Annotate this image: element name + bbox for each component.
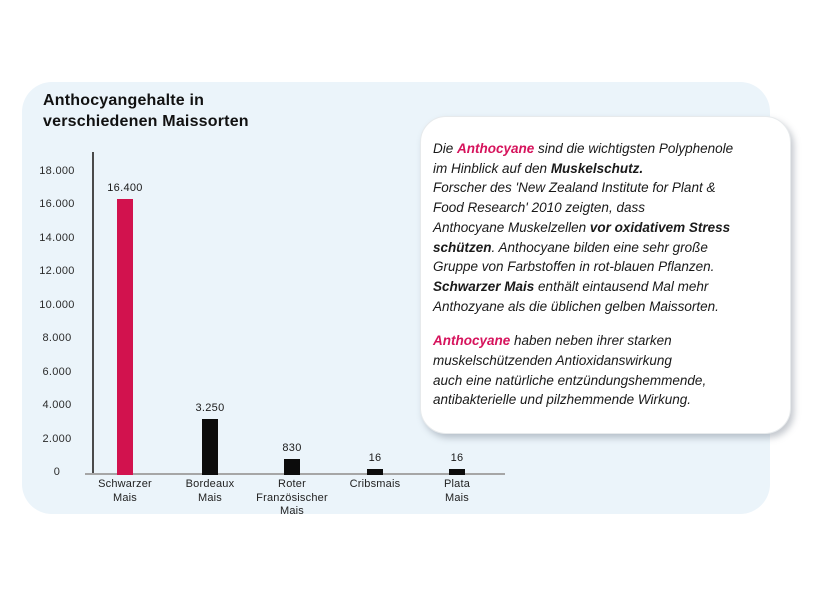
bar-value-label: 16.400 — [107, 182, 143, 194]
info-paragraph — [433, 331, 780, 410]
y-tick-label: 4.000 — [42, 399, 72, 412]
bar-value-label: 16 — [368, 452, 382, 464]
text-line: Forscher des 'New Zealand Institute for Plant & — [433, 180, 716, 196]
x-category-label: Roter Französischer Mais — [256, 478, 328, 517]
info-paragraph — [433, 139, 780, 316]
text-line: schützen. Anthocyane bilden eine sehr große — [433, 239, 708, 255]
bar-3 — [367, 469, 383, 475]
bar-4 — [449, 469, 465, 475]
text-line: Die Anthocyane sind die wichtigsten Polyphenole — [433, 141, 734, 156]
bar-value-label: 3.250 — [195, 402, 225, 414]
text-line: Anthocyane haben neben ihrer starken — [433, 333, 672, 349]
y-axis-line — [92, 152, 94, 473]
bar-0 — [117, 199, 133, 475]
y-tick-label: 18.000 — [39, 165, 75, 177]
info-text-paragraphs — [433, 139, 780, 410]
text-line: Anthozyane als die üblichen gelben Maissorten. — [433, 298, 719, 314]
y-tick-label: 0 — [53, 466, 61, 478]
text-line: Anthocyane Muskelzellen vor oxidativem Stress — [433, 219, 731, 235]
x-category-label: Cribsmais — [349, 478, 401, 490]
y-tick-label: 16.000 — [39, 198, 75, 211]
info-text-box — [420, 116, 791, 434]
x-category-label: Bordeaux Mais — [185, 478, 235, 504]
chart-title-line-2: verschiedenen Maissorten — [43, 113, 249, 130]
bar-2 — [284, 459, 300, 475]
bar-value-label: 16 — [450, 452, 464, 464]
text-line: Gruppe von Farbstoffen in rot-blauen Pflanzen. — [433, 259, 715, 275]
chart-title-line-1: Anthocyangehalte in — [43, 92, 205, 109]
y-tick-label: 2.000 — [42, 432, 72, 445]
y-tick-label: 10.000 — [39, 298, 75, 311]
text-line: im Hinblick auf den Muskelschutz. — [433, 160, 644, 176]
x-category-label: Schwarzer Mais — [98, 478, 152, 504]
text-line: muskelschützenden Antioxidanswirkung — [433, 353, 672, 369]
text-line: antibakterielle und pilzhemmende Wirkung. — [433, 392, 692, 408]
y-tick-label: 14.000 — [39, 231, 75, 244]
text-line: auch eine natürliche entzündungshemmende, — [433, 372, 707, 388]
y-tick-label: 8.000 — [42, 332, 72, 345]
y-tick-label: 12.000 — [39, 265, 75, 278]
text-line: Schwarzer Mais enthält eintausend Mal mehr — [433, 278, 709, 294]
bar-value-label: 830 — [282, 442, 302, 454]
y-tick-label: 6.000 — [42, 365, 72, 378]
text-line: Food Research' 2010 zeigten, dass — [433, 200, 645, 216]
x-category-label: Plata Mais — [443, 478, 471, 504]
bar-1 — [202, 419, 218, 475]
